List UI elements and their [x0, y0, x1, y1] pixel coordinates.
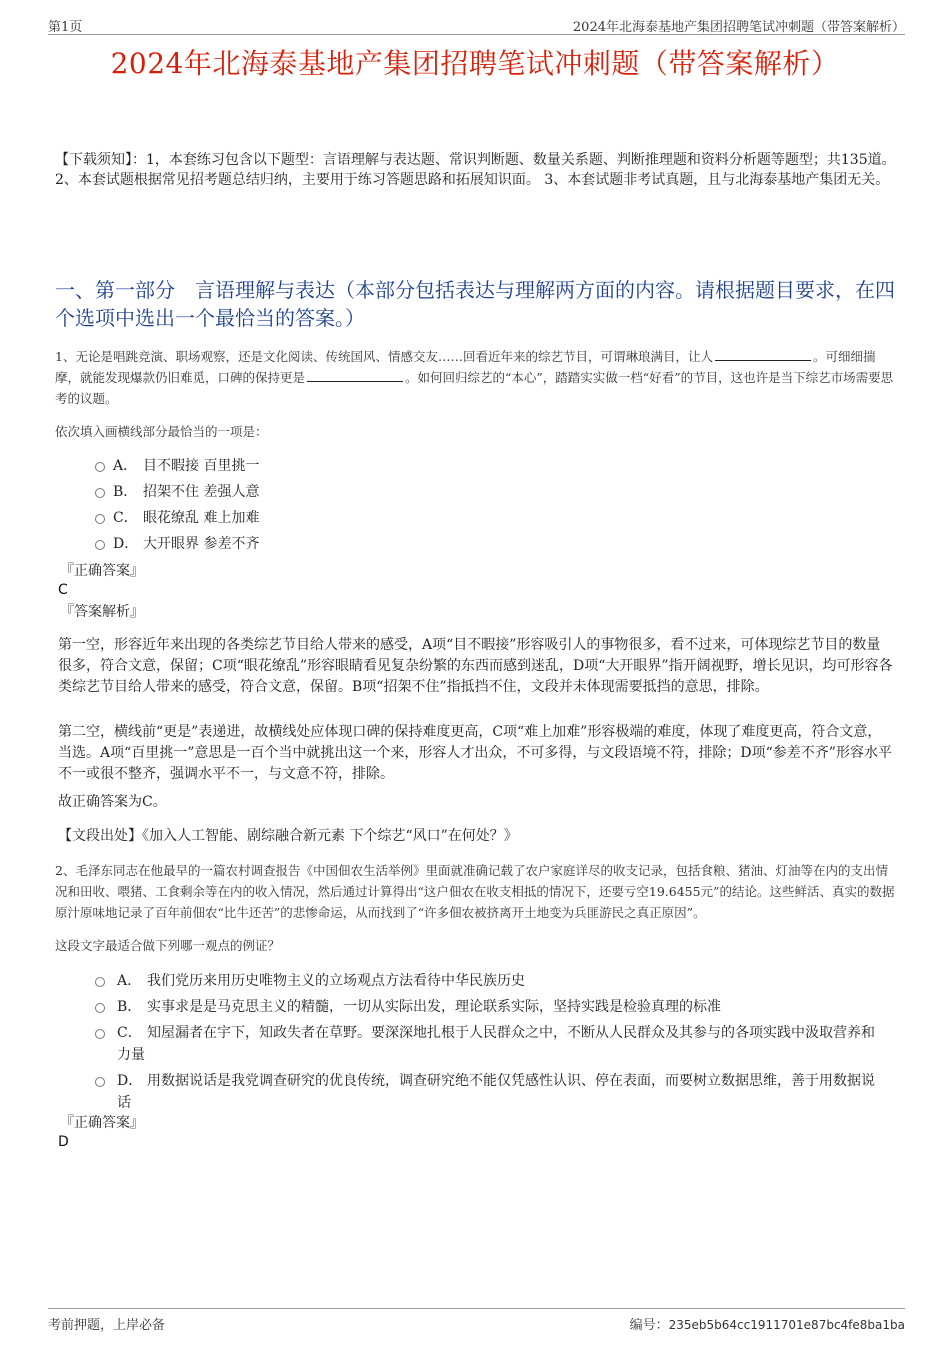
- radio-icon[interactable]: [95, 1077, 105, 1087]
- question-2-prompt: 这段文字最适合做下列哪一观点的例证？: [55, 938, 281, 953]
- text-source: 【文段出处】《加入人工智能、剧综融合新元素 下个综艺“风口”在何处？》: [58, 828, 518, 844]
- analysis-label: 『答案解析』: [60, 604, 144, 620]
- radio-icon[interactable]: [95, 540, 105, 550]
- blank-line: [307, 369, 403, 382]
- option-c[interactable]: [95, 1022, 885, 1066]
- option-d[interactable]: [95, 533, 895, 555]
- download-notice: 【下载须知】：1，本套练习包含以下题型：言语理解与表达题、常识判断题、数量关系题、判断推理题和资料分析题等题型；共135道。 2、本套试题根据常见招考题总结归纳，主要用于练习答题思路和拓展知识面。 3、本套试题非考试真题，且与北海泰基地产集团无关。: [55, 152, 896, 188]
- option-text: 招架不住 差强人意: [143, 484, 260, 500]
- option-text: 眼花缭乱 难上加难: [143, 510, 260, 526]
- page-header: [48, 14, 905, 35]
- footer-code-label: 编号：: [629, 1318, 669, 1333]
- q1-stem-part3: 。如何回归综艺的“本心”，踏踏实实做一档“好看”的节目，这也许是当下综艺市场需要思考的议题。: [55, 370, 894, 406]
- option-letter: C．: [113, 510, 138, 526]
- option-letter: B．: [117, 999, 142, 1015]
- question-2-stem: 2、毛泽东同志在他最早的一篇农村调查报告《中国佃农生活举例》里面就准确记载了农户家庭详尽的收支记录，包括食粮、猪油、灯油等在内的支出情况和田收、喂猪、工食剩余等在内的收入情况，然后通过计算得出“这户佃农在收支相抵的情况下，还要亏空19.6455元”的结论。这些鲜活、真实的数据原汁原味地记录了百年前佃农“比牛还苦”的悲惨命运，从而找到了“许多佃农被挤离开土地变为兵匪游民之真正原因”。: [55, 863, 895, 920]
- option-text: 实事求是是马克思主义的精髓，一切从实际出发，理论联系实际，坚持实践是检验真理的标准: [147, 999, 721, 1015]
- correct-answer-label: 『正确答案』: [60, 1115, 144, 1131]
- page-number: 第1页: [48, 20, 83, 35]
- option-text: 大开眼界 参差不齐: [143, 536, 260, 552]
- option-letter: B．: [113, 484, 138, 500]
- footer-code: [630, 1314, 905, 1333]
- radio-icon[interactable]: [95, 1029, 105, 1039]
- footer-slogan: 考前押题，上岸必备: [48, 1318, 166, 1333]
- q1-stem-part1: 1、无论是唱跳竞演、职场观察，还是文化阅读、传统国风、情感交友……回看近年来的综艺节目，可谓琳琅满目，让人: [55, 349, 713, 364]
- header-doc-title: 2024年北海泰基地产集团招聘笔试冲刺题（带答案解析）: [572, 20, 905, 35]
- blank-line: [715, 348, 811, 361]
- correct-answer-value: C: [58, 582, 68, 598]
- analysis-conclusion: 故正确答案为C。: [58, 794, 167, 810]
- option-c[interactable]: [95, 507, 895, 529]
- page-footer: [48, 1308, 905, 1331]
- option-a[interactable]: [95, 455, 895, 477]
- radio-icon[interactable]: [95, 488, 105, 498]
- analysis-paragraph-1: 第一空，形容近年来出现的各类综艺节目给人带来的感受，A项“目不暇接”形容吸引人的事物很多，看不过来，可体现综艺节目的数量很多，符合文意，保留；C项“眼花缭乱”形容眼睛看见复杂纷繁的东西而感到迷乱，D项“大开眼界”指开阔视野，增长见识，均可形容各类综艺节目给人带来的感受，符合文意，保留。B项“招架不住”指抵挡不住，文段并未体现需要抵挡的意思，排除。: [58, 637, 893, 695]
- option-text: 用数据说话是我党调查研究的优良传统，调查研究绝不能仅凭感性认识、停在表面，而要树立数据思维，善于用数据说话: [117, 1073, 875, 1111]
- option-letter: D．: [117, 1073, 143, 1089]
- section-title: 一、第一部分 言语理解与表达（本部分包括表达与理解两方面的内容。请根据题目要求，在四个选项中选出一个最恰当的答案。）: [55, 278, 895, 330]
- option-text: 目不暇接 百里挑一: [143, 458, 260, 474]
- option-letter: C．: [117, 1025, 142, 1041]
- radio-icon[interactable]: [95, 462, 105, 472]
- option-letter: A．: [113, 458, 138, 474]
- radio-icon[interactable]: [95, 1003, 105, 1013]
- question-1-stem: [55, 346, 900, 409]
- option-letter: D．: [113, 536, 139, 552]
- option-text: 知屋漏者在宇下，知政失者在草野。要深深地扎根于人民群众之中，不断从人民群众及其参与的各项实践中汲取营养和力量: [117, 1025, 875, 1063]
- option-a[interactable]: [95, 970, 885, 992]
- option-b[interactable]: [95, 996, 885, 1018]
- radio-icon[interactable]: [95, 977, 105, 987]
- document-title: 2024年北海泰基地产集团招聘笔试冲刺题（带答案解析）: [110, 47, 840, 80]
- option-b[interactable]: [95, 481, 895, 503]
- question-1-options: [95, 455, 895, 559]
- option-d[interactable]: [95, 1070, 885, 1114]
- q1-stem-part2: 。可细细揣摩，就能发现爆款仍旧难觅，口碑的保持更是: [55, 349, 876, 385]
- radio-icon[interactable]: [95, 514, 105, 524]
- question-2-options: [95, 970, 885, 1118]
- question-1-prompt: 依次填入画横线部分最恰当的一项是：: [55, 424, 268, 439]
- correct-answer-value: D: [58, 1134, 69, 1150]
- analysis-paragraph-2: 第二空，横线前“更是”表递进，故横线处应体现口碑的保持难度更高，C项“难上加难”形容极端的难度，体现了难度更高，符合文意，当选。A项“百里挑一”意思是一百个当中就挑出这一个来，形容人才出众，不可多得，与文段语境不符，排除；D项“参差不齐”形容水平不一或很不整齐，强调水平不一，与文意不符，排除。: [58, 724, 892, 782]
- option-letter: A．: [117, 973, 142, 989]
- correct-answer-label: 『正确答案』: [60, 563, 144, 579]
- option-text: 我们党历来用历史唯物主义的立场观点方法看待中华民族历史: [147, 973, 525, 989]
- footer-code-value: 235eb5b64cc1911701e87bc4fe8ba1ba: [668, 1318, 905, 1332]
